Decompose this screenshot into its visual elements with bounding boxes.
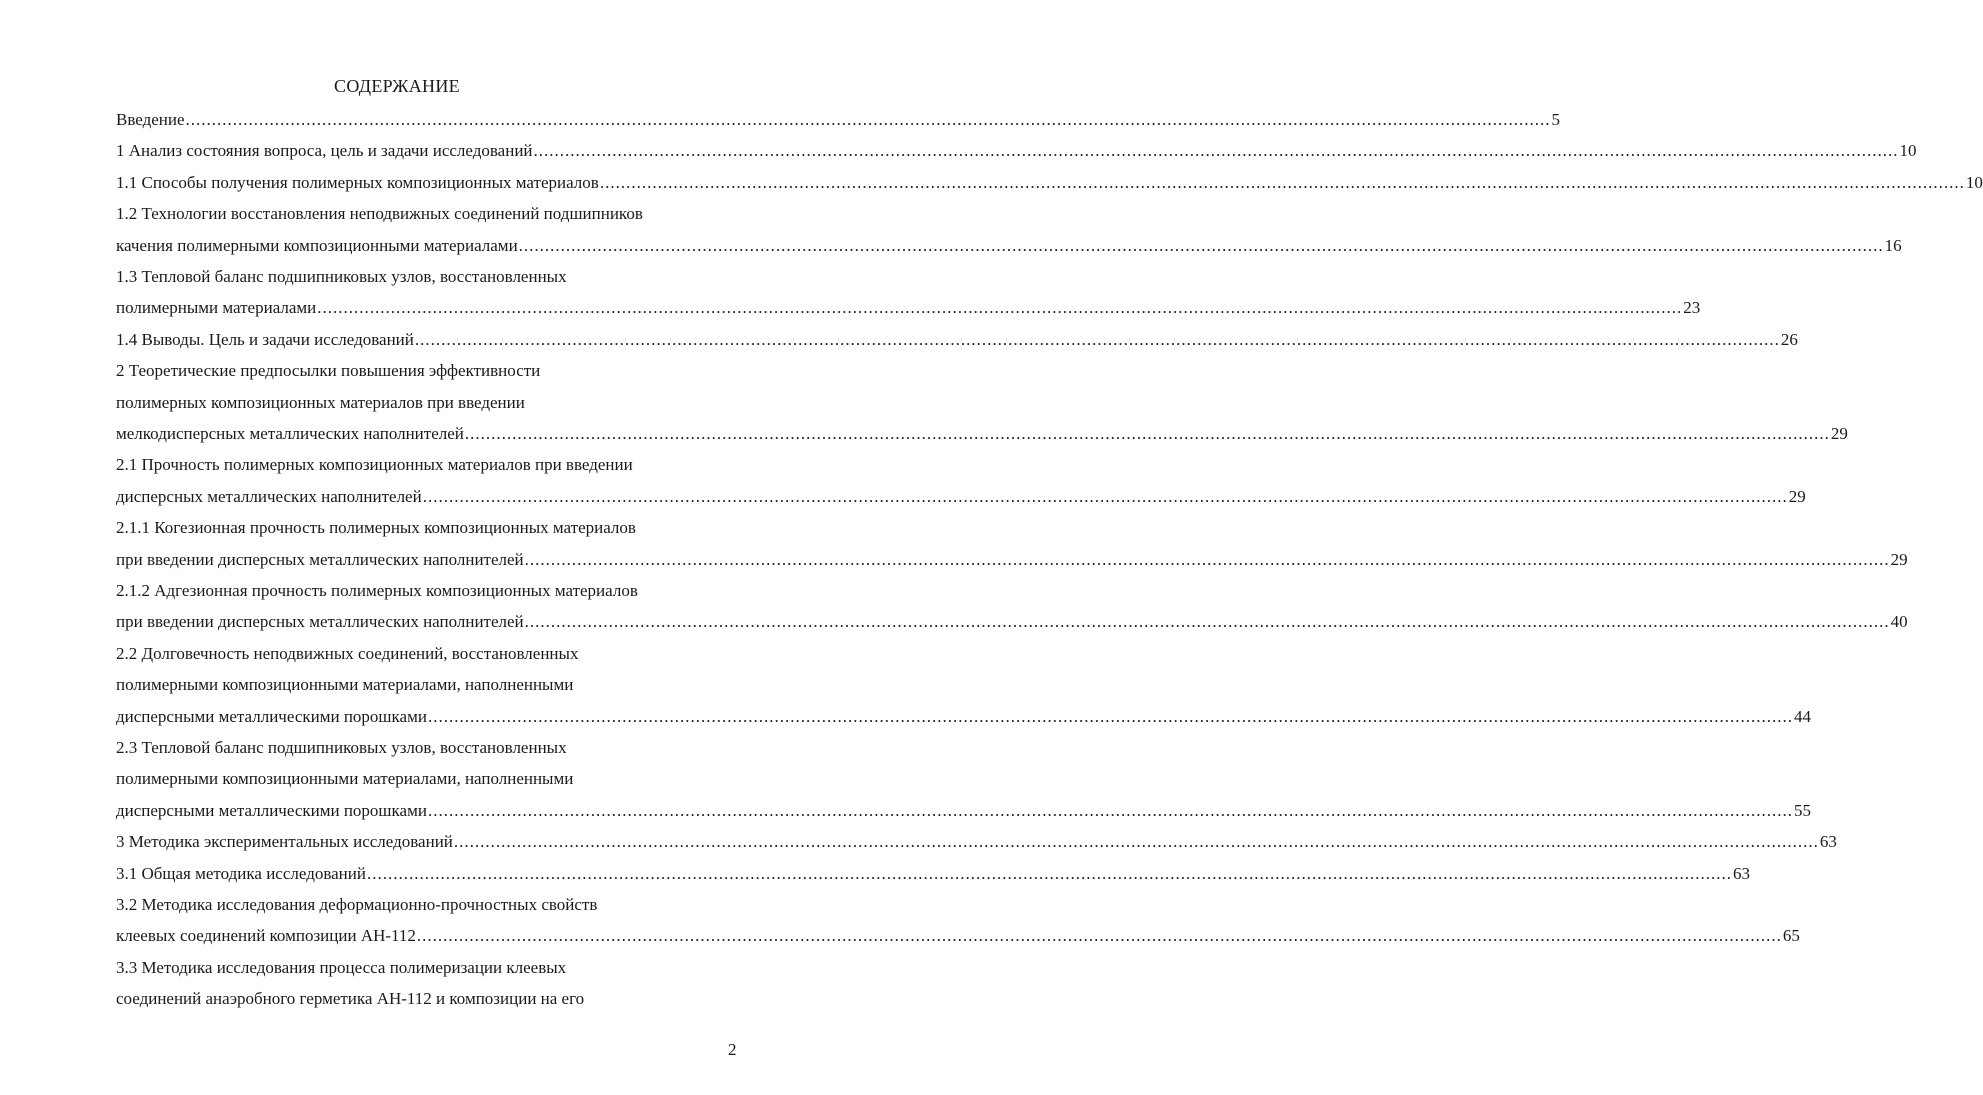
toc-entry-text: 3 Методика экспериментальных исследований <box>116 832 453 852</box>
toc-entry-page: 63 <box>1732 863 1750 883</box>
toc-entry-text: дисперсными металлическими порошками <box>116 706 427 726</box>
toc-entry-text: 3.2 Методика исследования деформационно-прочностных свойств <box>116 895 598 914</box>
toc-entry <box>116 736 726 760</box>
toc-leader-dots: .................................................................................................................................................................................................................................................................... <box>427 706 1793 726</box>
toc-entry-text: 2.1.1 Когезионная прочность полимерных композиционных материалов <box>116 518 636 538</box>
toc-leader-dots: .................................................................................................................................................................................................................................................................... <box>422 486 1788 506</box>
toc-entry-text: дисперсных металлических наполнителей <box>116 486 422 506</box>
toc-entry <box>116 422 1848 446</box>
toc-entry <box>116 642 726 666</box>
toc-entry-text: при введении дисперсных металлических наполнителей <box>116 549 524 569</box>
toc-leader-dots: .................................................................................................................................................................................................................................................................... <box>518 235 1884 255</box>
toc-entry-text: 2 Теоретические предпосылки повышения эффективности <box>116 361 541 381</box>
toc-entry <box>116 265 726 289</box>
toc-entry <box>116 987 726 1011</box>
toc-leader-dots: .................................................................................................................................................................................................................................................................... <box>185 110 1551 129</box>
toc-entry-page: 23 <box>1683 298 1701 318</box>
toc-entry-text: Введение <box>116 110 185 129</box>
toc-entry-text: 3.1 Общая методика исследований <box>116 863 366 883</box>
toc-entry <box>116 516 726 540</box>
toc-entry <box>116 202 726 226</box>
toc-entry-text: мелкодисперсных металлических наполнителей <box>116 424 464 443</box>
toc-entry <box>116 956 726 980</box>
toc-entry-page: 5 <box>1551 110 1561 129</box>
toc-leader-dots: .................................................................................................................................................................................................................................................................... <box>464 424 1830 443</box>
toc-entry <box>116 610 1908 634</box>
toc-entry-page: 26 <box>1780 329 1798 349</box>
toc-entry <box>116 359 726 383</box>
toc-entry-text: клеевых соединений композиции АН-112 <box>116 926 416 946</box>
toc-entry-text: качения полимерными композиционными материалами <box>116 235 518 255</box>
toc-entry-text: 1.4 Выводы. Цель и задачи исследований <box>116 329 414 349</box>
toc-entry-text: полимерными композиционными материалами, наполненными <box>116 769 574 789</box>
toc-entry-page: 10 <box>1965 172 1983 192</box>
toc-entry-text: полимерными материалами <box>116 298 317 318</box>
toc-leader-dots: .................................................................................................................................................................................................................................................................... <box>366 863 1732 883</box>
toc-entry-text: полимерных композиционных материалов при введении <box>116 392 525 412</box>
toc-leader-dots: .................................................................................................................................................................................................................................................................... <box>524 549 1890 569</box>
toc-entry <box>116 579 726 603</box>
toc-leader-dots: .................................................................................................................................................................................................................................................................... <box>599 172 1965 192</box>
toc-entry-page: 29 <box>1890 549 1908 569</box>
toc-leader-dots: .................................................................................................................................................................................................................................................................... <box>414 329 1780 349</box>
toc-entry-text: 2.1 Прочность полимерных композиционных материалов при введении <box>116 455 633 475</box>
toc-entry <box>116 171 1983 195</box>
toc-entry <box>116 799 1811 823</box>
toc-entry <box>116 767 726 791</box>
toc-entry-text: 2.1.2 Адгезионная прочность полимерных композиционных материалов <box>116 581 638 600</box>
toc-entry-text: 1 Анализ состояния вопроса, цель и задачи исследований <box>116 141 533 161</box>
toc-entry-text: 1.3 Тепловой баланс подшипниковых узлов, восстановленных <box>116 267 567 286</box>
toc-entry-text: 2.2 Долговечность неподвижных соединений, восстановленных <box>116 643 579 663</box>
toc-entry <box>116 830 1837 854</box>
toc-entry-text: 1.1 Способы получения полимерных композиционных материалов <box>116 172 599 192</box>
toc-entry-page: 29 <box>1788 486 1806 506</box>
toc-entry-text: 3.3 Методика исследования процесса полимеризации клеевых <box>116 957 567 977</box>
toc-entry-page: 65 <box>1782 926 1800 946</box>
toc-entry-text: соединений анаэробного герметика АН-112 и композиции на его <box>116 989 585 1009</box>
toc-entry-text: дисперсными металлическими порошками <box>116 800 427 820</box>
toc-entry <box>116 453 726 477</box>
toc-entry <box>116 705 1811 729</box>
page-number: 2 <box>728 1040 737 1059</box>
toc-entry <box>116 328 1798 352</box>
toc-entry <box>116 673 726 697</box>
toc-entry <box>116 234 1902 258</box>
toc-entry-text: 1.2 Технологии восстановления неподвижных соединений подшипников <box>116 204 643 224</box>
toc-entry-text: при введении дисперсных металлических наполнителей <box>116 612 524 632</box>
toc-entry <box>116 924 1800 948</box>
toc-entry <box>116 485 1806 509</box>
toc-leader-dots: .................................................................................................................................................................................................................................................................... <box>453 832 1819 852</box>
toc-entry <box>116 548 1908 572</box>
toc-entry <box>116 862 1750 886</box>
toc-entry <box>116 391 726 415</box>
toc-entry-page: 44 <box>1793 706 1811 726</box>
toc-entry <box>116 108 1561 132</box>
toc-entry <box>116 893 726 917</box>
toc-entry <box>116 139 1917 163</box>
toc-entry <box>116 296 1701 320</box>
toc-entry-page: 16 <box>1884 235 1902 255</box>
toc-entry-page: 63 <box>1819 832 1837 852</box>
toc-leader-dots: .................................................................................................................................................................................................................................................................... <box>317 298 1683 318</box>
toc-entry-page: 55 <box>1793 800 1811 820</box>
toc-leader-dots: .................................................................................................................................................................................................................................................................... <box>416 926 1782 946</box>
toc-leader-dots: .................................................................................................................................................................................................................................................................... <box>524 612 1890 632</box>
toc-entry-text: полимерными композиционными материалами, наполненными <box>116 675 574 695</box>
toc-entry-text: 2.3 Тепловой баланс подшипниковых узлов, восстановленных <box>116 738 567 757</box>
toc-entry-page: 40 <box>1890 612 1908 632</box>
toc-entry-page: 10 <box>1899 141 1917 161</box>
toc-entry-page: 29 <box>1830 424 1848 443</box>
page-title: СОДЕРЖАНИЕ <box>334 76 460 96</box>
toc-leader-dots: .................................................................................................................................................................................................................................................................... <box>533 141 1899 161</box>
toc-leader-dots: .................................................................................................................................................................................................................................................................... <box>427 800 1793 820</box>
